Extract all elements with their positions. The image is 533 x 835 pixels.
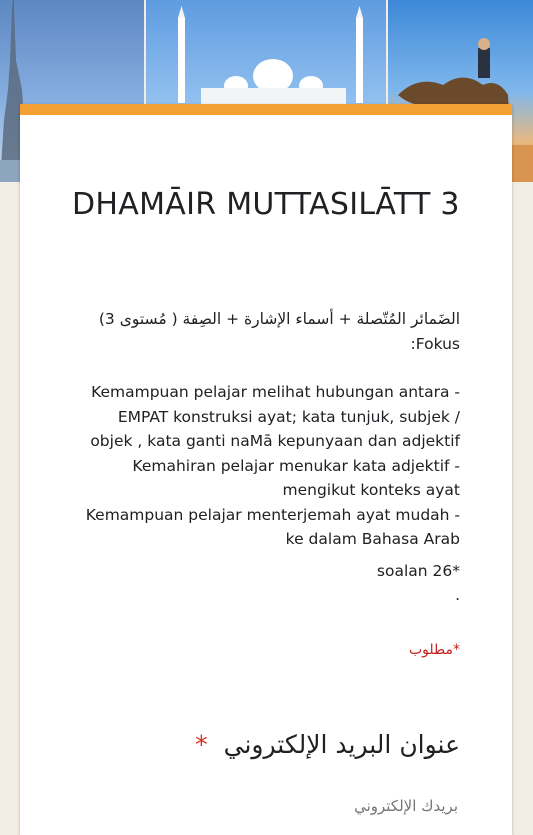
- email-question-label: [195, 727, 460, 763]
- required-star-icon: *: [195, 730, 208, 759]
- required-note: *مطلوب: [408, 642, 460, 658]
- description-fokus-label: :Fokus: [410, 334, 460, 353]
- question-count-dot: .: [455, 586, 460, 604]
- description-point: EMPAT konstruksi ayat; kata tunjuk, subjek /: [117, 407, 460, 426]
- description-point: ke dalam Bahasa Arab: [285, 530, 460, 548]
- description-point: objek , kata ganti naMā kepunyaan dan adjektif: [90, 432, 460, 450]
- form-title: DHAMĀIR MUTTASILĀTT 3: [72, 187, 460, 222]
- form-header-card: [20, 104, 512, 835]
- description-point: Kemampuan pelajar menterjemah ayat mudah -: [85, 505, 460, 524]
- email-label-text: عنوان البريد الإلكتروني: [223, 730, 460, 759]
- description-point: Kemahiran pelajar menukar kata adjektif -: [132, 456, 460, 475]
- form-description: [60, 307, 460, 552]
- description-arabic-line: الضَمائر المُتّصلة + أسماء الإشارة + الصِفة ( مُستوى 3): [98, 310, 460, 328]
- description-point: Kemampuan pelajar melihat hubungan antara -: [91, 383, 460, 401]
- question-count-label: soalan 26*: [376, 562, 460, 580]
- question-count: [60, 559, 460, 607]
- description-point: mengikut konteks ayat: [282, 481, 460, 499]
